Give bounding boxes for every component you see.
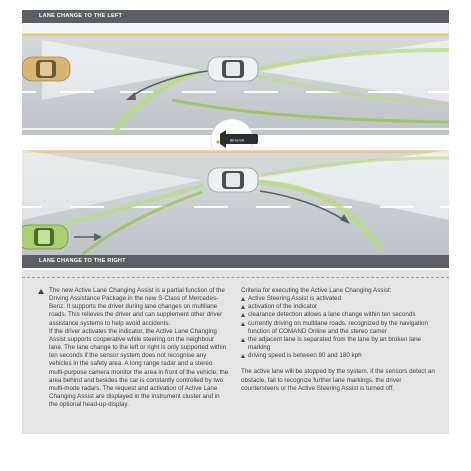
heading-right-text: LANE CHANGE TO THE RIGHT bbox=[39, 258, 126, 264]
criteria-item: currently driving on multilane roads, recognized by the navigation function of COMAND Online and the stereo camer bbox=[241, 320, 439, 336]
gold-car bbox=[22, 57, 70, 81]
road-top bbox=[22, 23, 449, 135]
intro-paragraph: The new Active Lane Changing Assist is a partial function of the Driving Assistance Package in the new S-Class of Mercedes-Benz. It supports the driver during lane changes on multilane roads. This relieves the driver and can supplement other driver assistance systems to help avoid accidents. bbox=[49, 287, 225, 327]
criteria-column bbox=[241, 287, 439, 393]
silver-car-bottom bbox=[208, 168, 258, 192]
criteria-item: driving speed is between 80 and 180 kph bbox=[241, 352, 439, 360]
criteria-item: clearance detection allows a lane change within ten seconds bbox=[241, 311, 439, 319]
green-car bbox=[22, 225, 68, 249]
illustration bbox=[22, 10, 449, 268]
criteria-item: Active Steering Assist is activated bbox=[241, 295, 439, 303]
description-column bbox=[49, 287, 229, 409]
lane-change-illustration bbox=[22, 10, 449, 268]
criteria-item: activation of the indicator bbox=[241, 303, 439, 311]
silver-car-top bbox=[208, 57, 258, 81]
bullet-triangle-icon bbox=[38, 289, 44, 294]
criteria-item: the adjacent lane is separated from the lane by an broken lane marking bbox=[241, 336, 439, 352]
closing-paragraph: The active lane will be stopped by the system, if the sensors detect an obstacle, fail to recognize further lane markings, the driver countersteers or the Active Steering Assist is turned off. bbox=[241, 368, 435, 392]
criteria-heading: Criteria for executing the Active Lane Changing Assist: bbox=[241, 287, 392, 294]
divider bbox=[22, 277, 449, 278]
heading-left-text: LANE CHANGE TO THE LEFT bbox=[39, 13, 123, 19]
heading-left bbox=[22, 10, 449, 23]
heading-right bbox=[22, 255, 449, 268]
road-bottom bbox=[22, 150, 449, 255]
function-paragraph: If the driver activates the indicator, the Active Lane Changing Assist supports cooperative while steering on the neighbour lane. The lane change to the left or right is only supported within ten seconds if the sensor system does not recognise any vehicles in the safety area. A long range radar and a stereo multi-purpose camera monitor the area in front of the vehicle; the area behind and besides the car is constantly controlled by two multi-mode radars. The request and activation of Active Lane Changing Assist are displayed in the instrument cluster and in the optional head-up-display. bbox=[49, 327, 229, 409]
cluster-readout: 80 km/h bbox=[229, 137, 245, 143]
